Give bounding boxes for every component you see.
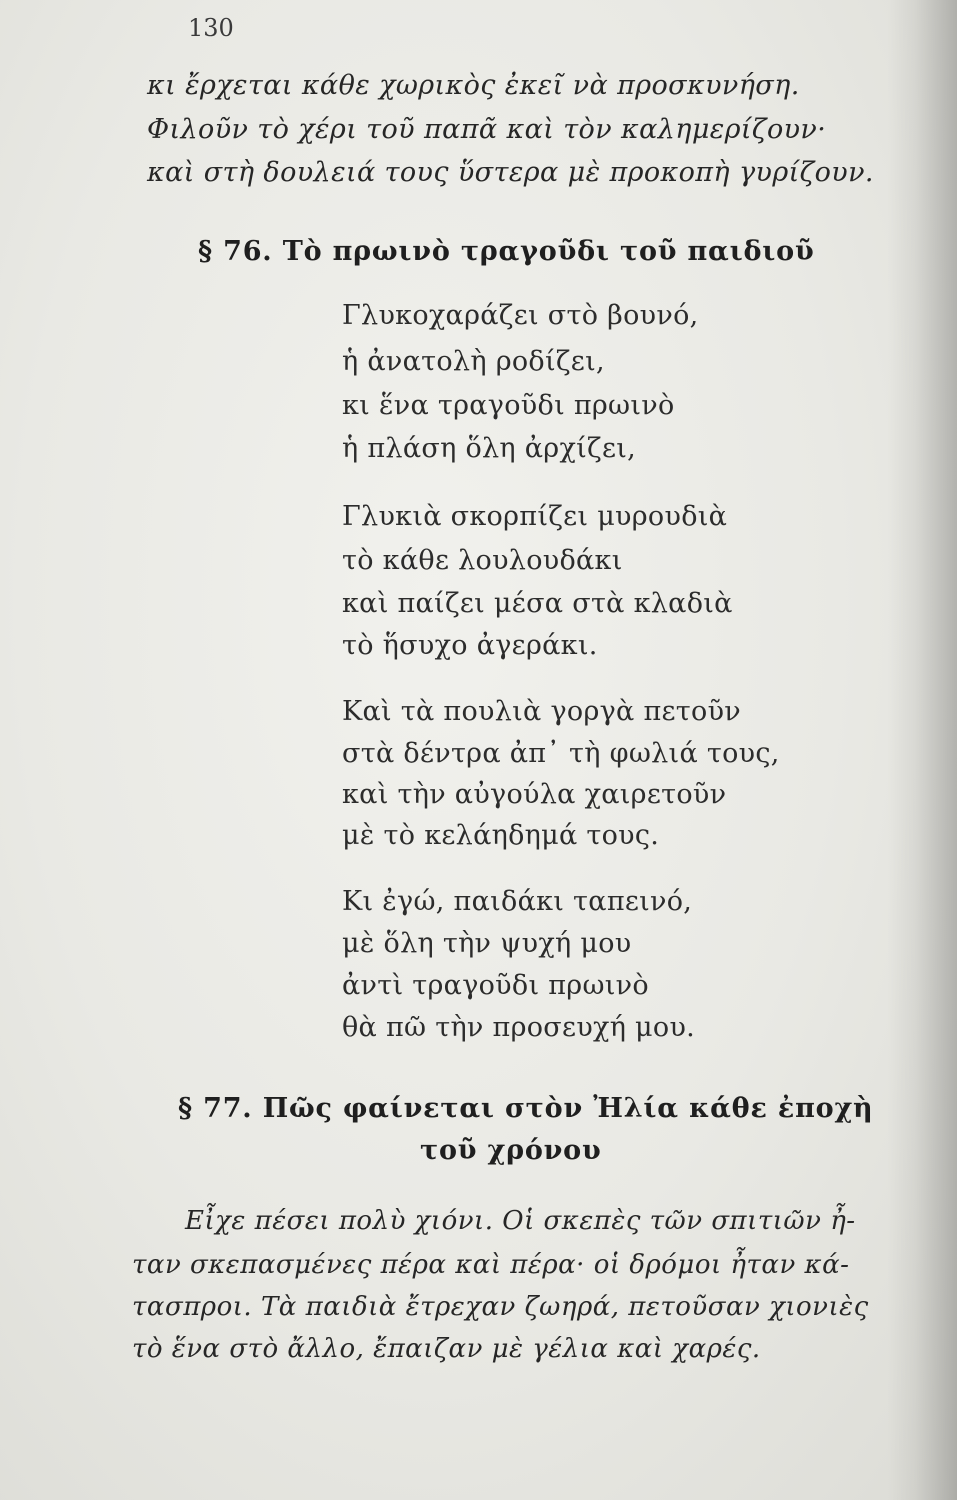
poem-line: μὲ τὸ κελάηδημά τους.	[342, 820, 660, 851]
section-mark: §	[178, 1093, 193, 1124]
poem-line: Καὶ τὰ πουλιὰ γοργὰ πετοῦν	[342, 696, 742, 727]
poem-line: ἡ ἀνατολὴ ροδίζει,	[342, 346, 605, 377]
poem-line: τὸ ἥσυχο ἀγεράκι.	[342, 630, 598, 661]
poem-line: στὰ δέντρα ἀπ᾽ τὴ φωλιά τους,	[342, 738, 780, 769]
section-number: 77.	[203, 1093, 253, 1124]
poem-line: καὶ παίζει μέσα στὰ κλαδιὰ	[342, 588, 733, 619]
section-title: Τὸ πρωινὸ τραγοῦδι τοῦ παιδιοῦ	[282, 236, 815, 267]
section-title: Πῶς φαίνεται στὸν Ἠλία κάθε ἐποχὴ	[262, 1093, 874, 1124]
paragraph-line: Εἶχε πέσει πολὺ χιόνι. Οἱ σκεπὲς τῶν σπιτιῶν ἦ-	[185, 1206, 856, 1236]
poem-line: μὲ ὅλη τὴν ψυχή μου	[342, 928, 632, 959]
paragraph-line: ταν σκεπασμένες πέρα καὶ πέρα· οἱ δρόμοι ἦταν κά-	[132, 1250, 850, 1280]
poem-line: Γλυκοχαράζει στὸ βουνό,	[342, 300, 699, 331]
poem-line: Κι ἐγώ, παιδάκι ταπεινό,	[342, 886, 693, 917]
section-77-heading	[178, 1093, 873, 1124]
section-number: 76.	[223, 236, 273, 267]
prose-line: καὶ στὴ δουλειά τους ὕστερα μὲ προκοπὴ γυρίζουν.	[147, 157, 874, 188]
page-number: 130	[188, 14, 234, 42]
page-edge-shadow	[887, 0, 957, 1500]
section-77-heading-continued: τοῦ χρόνου	[420, 1135, 602, 1166]
paragraph-line: τασπροι. Τὰ παιδιὰ ἔτρεχαν ζωηρά, πετοῦσαν χιονιὲς	[132, 1292, 869, 1322]
poem-line: Γλυκιὰ σκορπίζει μυρουδιὰ	[342, 501, 728, 532]
section-mark: §	[198, 236, 213, 267]
paragraph-line: τὸ ἕνα στὸ ἄλλο, ἔπαιζαν μὲ γέλια καὶ χαρές.	[132, 1334, 761, 1364]
poem-line: κι ἕνα τραγοῦδι πρωινὸ	[342, 390, 675, 421]
poem-line: τὸ κάθε λουλουδάκι	[342, 545, 623, 576]
poem-line: καὶ τὴν αὐγούλα χαιρετοῦν	[342, 779, 727, 810]
section-76-heading	[198, 236, 815, 267]
poem-line: θὰ πῶ τὴν προσευχή μου.	[342, 1012, 696, 1043]
prose-line: Φιλοῦν τὸ χέρι τοῦ παπᾶ καὶ τὸν καλημερίζουν·	[147, 114, 827, 145]
poem-line: ἀντὶ τραγοῦδι πρωινὸ	[342, 970, 649, 1001]
prose-line: κι ἔρχεται κάθε χωρικὸς ἐκεῖ νὰ προσκυνήση.	[147, 70, 800, 101]
poem-line: ἡ πλάση ὅλη ἀρχίζει,	[342, 433, 637, 464]
